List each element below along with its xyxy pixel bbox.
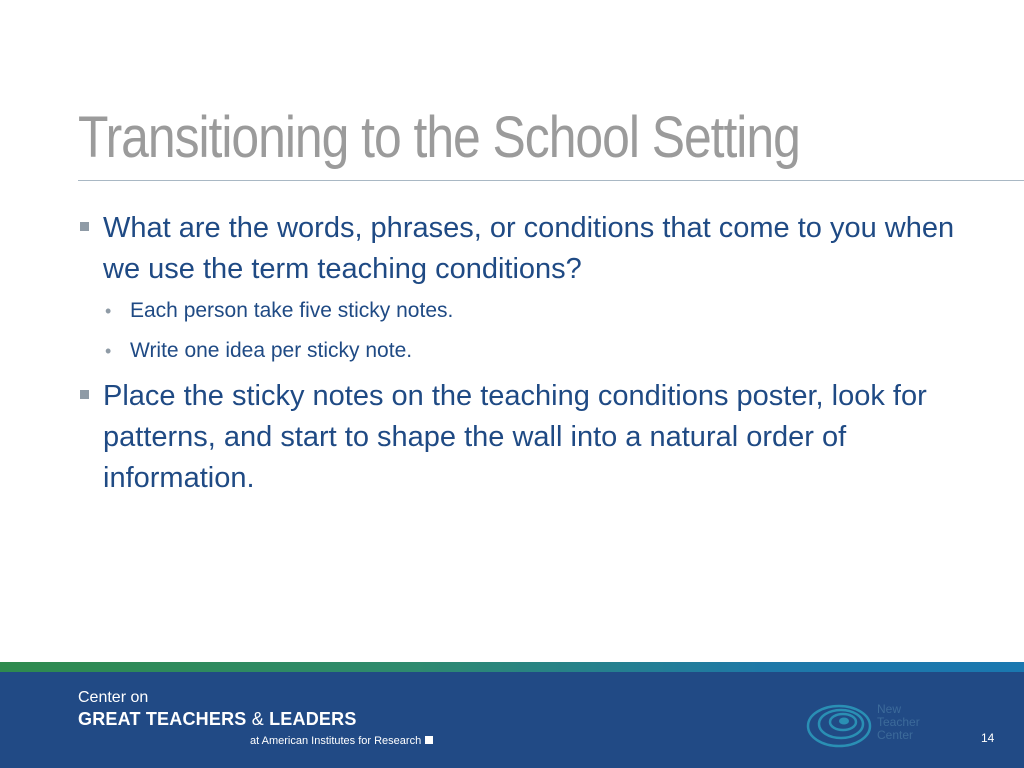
bullet-text: Place the sticky notes on the teaching conditions poster, look for patterns, and start to shape the wall into a natural order of information. [103, 380, 927, 494]
sub-bullet-item [78, 336, 988, 366]
bullet-item [78, 208, 988, 290]
sub-bullet-text: Write one idea per sticky note. [130, 339, 413, 362]
sub-bullet-item [78, 296, 988, 326]
footer-stripe [0, 662, 1024, 672]
round-bullet-icon: • [105, 301, 112, 321]
slide-body [78, 208, 988, 505]
org-name-line1: Center on [78, 689, 149, 706]
square-bullet-icon [80, 222, 89, 231]
org-name-line2: GREAT TEACHERS & LEADERS [78, 709, 357, 729]
page-number: 14 [981, 731, 995, 745]
footer-bar [0, 672, 1024, 768]
round-bullet-icon: • [105, 341, 112, 361]
org-name-line3: at American Institutes for Research [250, 735, 433, 747]
partner-logo-text: New Teacher Center [877, 702, 920, 742]
title-divider [78, 180, 1024, 181]
slide-title: Transitioning to the School Setting [78, 105, 800, 170]
sub-bullet-text: Each person take five sticky notes. [130, 299, 454, 322]
bullet-text: What are the words, phrases, or conditions that come to you when we use the term teaching conditions? [103, 212, 955, 285]
square-mark-icon [425, 736, 433, 744]
bullet-item [78, 376, 988, 499]
square-bullet-icon [80, 390, 89, 399]
spiral-logo-icon [805, 702, 873, 750]
